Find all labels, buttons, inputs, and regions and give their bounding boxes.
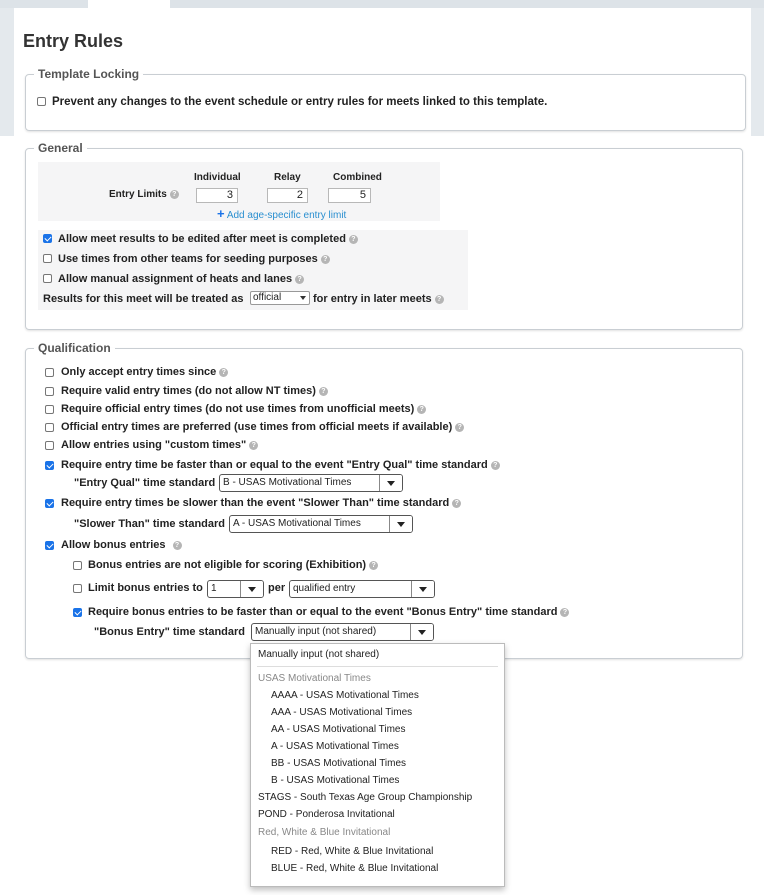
only-accept-checkbox[interactable] xyxy=(45,368,54,377)
official-preferred-label xyxy=(61,421,464,433)
dropdown-option[interactable]: BLUE - Red, White & Blue Invitational xyxy=(271,863,439,874)
custom-times-checkbox[interactable] xyxy=(45,441,54,450)
combined-limit-input[interactable]: 5 xyxy=(328,188,371,203)
entry-qual-standard-label: "Entry Qual" time standard xyxy=(74,477,216,489)
dropdown-option[interactable]: Manually input (not shared) xyxy=(258,649,380,660)
official-preferred-checkbox[interactable] xyxy=(45,423,54,432)
custom-times-text: Allow entries using "custom times" xyxy=(61,439,247,451)
dropdown-option[interactable]: AAAA - USAS Motivational Times xyxy=(271,690,419,701)
help-icon[interactable]: ? xyxy=(349,235,358,244)
chevron-down-icon xyxy=(410,624,433,640)
require-bonus-faster-label xyxy=(88,606,569,618)
bonus-not-eligible-label xyxy=(88,559,378,571)
help-icon[interactable]: ? xyxy=(219,368,228,377)
help-icon[interactable]: ? xyxy=(369,561,378,570)
manual-heats-checkbox[interactable] xyxy=(43,274,52,283)
bonus-per-select[interactable] xyxy=(289,580,435,598)
dropdown-option[interactable]: STAGS - South Texas Age Group Championship xyxy=(258,792,473,803)
entry-qual-value: B - USAS Motivational Times xyxy=(223,477,352,488)
bonus-not-eligible-checkbox[interactable] xyxy=(73,561,82,570)
use-other-times-label xyxy=(58,253,330,265)
per-label: per xyxy=(268,582,286,594)
left-shade xyxy=(0,8,14,136)
dropdown-option[interactable]: POND - Ponderosa Invitational xyxy=(258,809,395,820)
chevron-down-icon xyxy=(411,581,434,597)
use-other-times-checkbox[interactable] xyxy=(43,254,52,263)
help-icon[interactable]: ? xyxy=(560,608,569,617)
entry-qual-option-text: Require entry time be faster than or equal to the event "Entry Qual" time standard xyxy=(61,459,488,471)
entry-limits-text: Entry Limits xyxy=(109,189,167,200)
slower-than-option-text: Require entry times be slower than the event "Slower Than" time standard xyxy=(61,497,450,509)
chevron-down-icon xyxy=(389,516,412,532)
official-preferred-text: Official entry times are preferred (use times from official meets if available) xyxy=(61,421,453,433)
page-title: Entry Rules xyxy=(23,31,124,51)
bonus-standard-label: "Bonus Entry" time standard xyxy=(94,626,246,638)
active-tab-stub[interactable] xyxy=(88,0,170,8)
bonus-standard-value: Manually input (not shared) xyxy=(255,626,377,637)
help-icon[interactable]: ? xyxy=(321,255,330,264)
help-icon[interactable]: ? xyxy=(491,461,500,470)
results-type-select[interactable] xyxy=(250,291,310,305)
bonus-not-eligible-text: Bonus entries are not eligible for scoring (Exhibition) xyxy=(88,559,367,571)
require-bonus-faster-checkbox[interactable] xyxy=(73,608,82,617)
add-age-limit-text: Add age-specific entry limit xyxy=(226,210,347,221)
allow-edit-results-label xyxy=(58,233,358,245)
chevron-down-icon xyxy=(379,475,402,491)
top-tab-strip xyxy=(0,0,764,8)
add-age-limit-link[interactable] xyxy=(217,206,346,221)
dropdown-group-label: Red, White & Blue Invitational xyxy=(258,827,391,838)
dropdown-option[interactable]: B - USAS Motivational Times xyxy=(271,775,400,786)
slower-than-value: A - USAS Motivational Times xyxy=(233,518,361,529)
bonus-count-value: 1 xyxy=(211,583,217,594)
entry-qual-select[interactable] xyxy=(219,474,403,492)
help-icon[interactable]: ? xyxy=(173,541,182,550)
results-type-value: official xyxy=(253,292,282,303)
use-other-times-text: Use times from other teams for seeding purposes xyxy=(58,253,318,265)
help-icon[interactable]: ? xyxy=(319,387,328,396)
col-individual: Individual xyxy=(194,172,241,183)
bonus-count-select[interactable] xyxy=(207,580,264,598)
allow-bonus-checkbox[interactable] xyxy=(45,541,54,550)
relay-limit-input[interactable]: 2 xyxy=(267,188,308,203)
allow-edit-results-checkbox[interactable] xyxy=(43,234,52,243)
dropdown-group-label: USAS Motivational Times xyxy=(258,673,371,684)
slower-than-select[interactable] xyxy=(229,515,413,533)
entry-qual-option-label xyxy=(61,459,500,471)
require-valid-text: Require valid entry times (do not allow NT times) xyxy=(61,385,316,397)
only-accept-label xyxy=(61,366,228,378)
chevron-down-icon xyxy=(240,581,263,597)
dropdown-option[interactable]: RED - Red, White & Blue Invitational xyxy=(271,846,434,857)
individual-limit-input[interactable]: 3 xyxy=(196,188,238,203)
prevent-changes-label: Prevent any changes to the event schedule or entry rules for meets linked to this template. xyxy=(52,96,548,108)
help-icon[interactable]: ? xyxy=(417,405,426,414)
allow-bonus-label xyxy=(61,539,182,551)
help-icon[interactable]: ? xyxy=(452,499,461,508)
require-official-checkbox[interactable] xyxy=(45,405,54,414)
require-official-label xyxy=(61,403,426,415)
dropdown-separator xyxy=(257,666,498,667)
bonus-standard-select[interactable] xyxy=(251,623,434,641)
limit-bonus-checkbox[interactable] xyxy=(73,584,82,593)
qualification-legend: Qualification xyxy=(38,341,111,355)
results-suffix-text: for entry in later meets xyxy=(313,293,432,305)
plus-icon: + xyxy=(217,206,225,221)
dropdown-option[interactable]: A - USAS Motivational Times xyxy=(271,741,399,752)
bonus-per-value: qualified entry xyxy=(293,583,356,594)
col-relay: Relay xyxy=(274,172,301,183)
help-icon[interactable]: ? xyxy=(455,423,464,432)
template-locking-legend: Template Locking xyxy=(38,67,140,81)
help-icon[interactable]: ? xyxy=(249,441,258,450)
bonus-standard-dropdown xyxy=(250,643,505,887)
help-icon[interactable]: ? xyxy=(435,295,444,304)
slower-than-checkbox[interactable] xyxy=(45,499,54,508)
require-official-text: Require official entry times (do not use times from unofficial meets) xyxy=(61,403,415,415)
require-valid-checkbox[interactable] xyxy=(45,387,54,396)
manual-heats-text: Allow manual assignment of heats and lanes xyxy=(58,273,293,285)
slower-than-option-label xyxy=(61,497,461,509)
help-icon[interactable]: ? xyxy=(295,275,304,284)
require-bonus-faster-text: Require bonus entries to be faster than or equal to the event "Bonus Entry" time standard xyxy=(88,606,558,618)
dropdown-option[interactable]: AAA - USAS Motivational Times xyxy=(271,707,413,718)
limit-bonus-label: Limit bonus entries to xyxy=(88,582,203,594)
slower-than-standard-label: "Slower Than" time standard xyxy=(74,518,226,530)
require-valid-label xyxy=(61,385,328,397)
dropdown-option[interactable]: AA - USAS Motivational Times xyxy=(271,724,406,735)
results-prefix: Results for this meet will be treated as xyxy=(43,293,244,305)
manual-heats-label xyxy=(58,273,304,285)
general-legend: General xyxy=(38,141,83,155)
prevent-changes-checkbox[interactable] xyxy=(37,97,46,106)
entry-qual-checkbox[interactable] xyxy=(45,461,54,470)
allow-edit-results-text: Allow meet results to be edited after meet is completed xyxy=(58,233,346,245)
custom-times-label xyxy=(61,439,258,451)
right-shade xyxy=(751,8,764,136)
col-combined: Combined xyxy=(333,172,382,183)
results-suffix xyxy=(313,293,444,305)
only-accept-text: Only accept entry times since xyxy=(61,366,217,378)
allow-bonus-text: Allow bonus entries xyxy=(61,539,166,551)
help-icon[interactable]: ? xyxy=(170,190,179,199)
chevron-down-icon xyxy=(300,296,306,300)
dropdown-option[interactable]: BB - USAS Motivational Times xyxy=(271,758,407,769)
entry-limits-label xyxy=(109,189,179,200)
